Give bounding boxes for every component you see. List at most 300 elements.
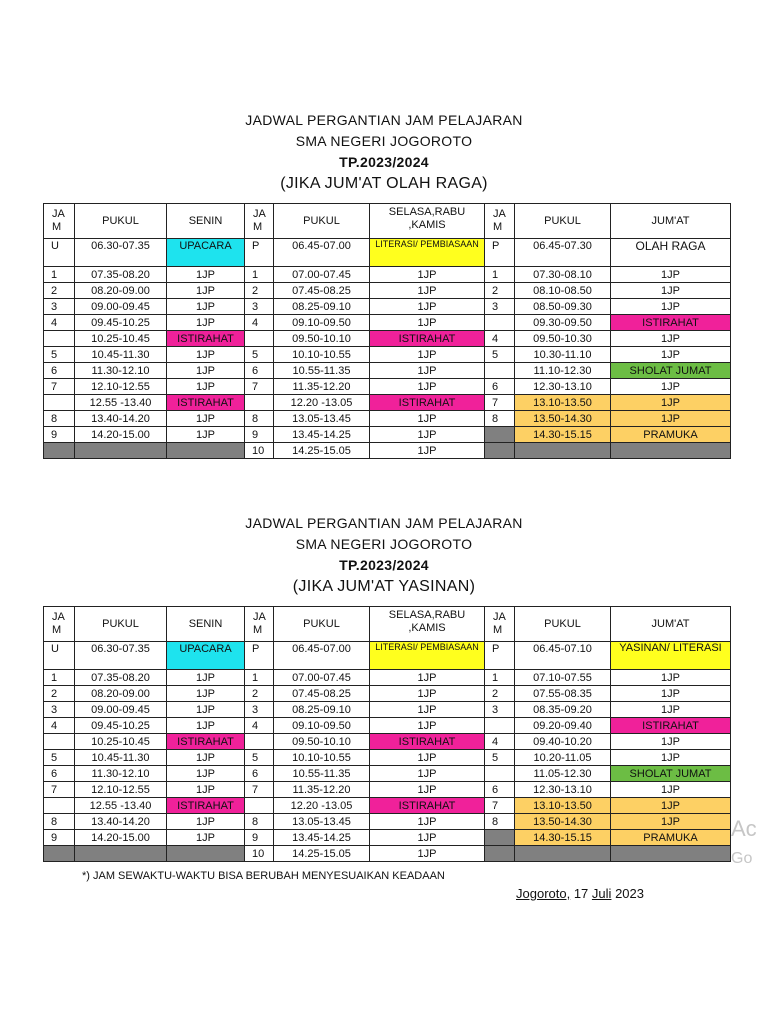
cell-pukul-fri (515, 846, 611, 862)
cell-jam-mon: 5 (44, 347, 75, 363)
cell-pukul-mon: 10.45-11.30 (75, 347, 167, 363)
cell-senin: UPACARA (167, 642, 245, 670)
table-row (44, 315, 731, 331)
cell-senin: 1JP (167, 750, 245, 766)
cell-pukul-mon: 09.00-09.45 (75, 299, 167, 315)
cell-pukul-fri: 12.30-13.10 (515, 379, 611, 395)
activation-watermark: Ac (731, 816, 757, 841)
cell-pukul-fri: 08.10-08.50 (515, 283, 611, 299)
cell-pukul-tue: 13.45-14.25 (274, 427, 370, 443)
cell-selasa-rabu-kamis: 1JP (370, 267, 485, 283)
cell-selasa-rabu-kamis: LITERASI/ PEMBIASAAN (370, 642, 485, 670)
cell-jam-mon: 5 (44, 750, 75, 766)
header-jam-mon: JAM (44, 204, 75, 239)
cell-jam-fri: 6 (485, 782, 515, 798)
table-row (44, 411, 731, 427)
cell-senin: UPACARA (167, 239, 245, 267)
cell-pukul-mon: 10.25-10.45 (75, 331, 167, 347)
cell-jumat: PRAMUKA (611, 427, 731, 443)
cell-pukul-fri: 07.30-08.10 (515, 267, 611, 283)
cell-pukul-tue: 09.10-09.50 (274, 718, 370, 734)
cell-pukul-fri: 10.20-11.05 (515, 750, 611, 766)
cell-senin: 1JP (167, 267, 245, 283)
cell-selasa-rabu-kamis: 1JP (370, 299, 485, 315)
cell-jam-fri: 3 (485, 299, 515, 315)
schedule-condition: (JIKA JUM'AT YASINAN) (292, 578, 476, 595)
cell-senin: 1JP (167, 347, 245, 363)
table-row (44, 686, 731, 702)
schedule-title-line1: JADWAL PERGANTIAN JAM PELAJARAN (245, 515, 523, 531)
cell-jam-mon: 9 (44, 427, 75, 443)
sign-place: Jogoroto, (516, 886, 571, 901)
cell-jumat: PRAMUKA (611, 830, 731, 846)
header-jam-fri: JAM (485, 204, 515, 239)
cell-pukul-fri: 13.10-13.50 (515, 798, 611, 814)
cell-jam-mon: U (44, 642, 75, 670)
cell-jumat: 1JP (611, 734, 731, 750)
sign-year: 2023 (615, 886, 644, 901)
cell-senin: 1JP (167, 766, 245, 782)
cell-senin: 1JP (167, 363, 245, 379)
table-row (44, 347, 731, 363)
cell-jam-mon: 6 (44, 766, 75, 782)
table-row (44, 734, 731, 750)
cell-senin: 1JP (167, 782, 245, 798)
table-row (44, 782, 731, 798)
cell-pukul-fri: 09.50-10.30 (515, 331, 611, 347)
header-jam-tue: JAM (245, 607, 274, 642)
schedule-2-title (0, 513, 768, 597)
cell-jam-tue: 6 (245, 766, 274, 782)
cell-pukul-tue: 10.55-11.35 (274, 363, 370, 379)
cell-jam-fri: P (485, 239, 515, 267)
table-row (44, 427, 731, 443)
cell-pukul-tue: 09.50-10.10 (274, 734, 370, 750)
cell-jumat: 1JP (611, 379, 731, 395)
cell-selasa-rabu-kamis: 1JP (370, 315, 485, 331)
cell-jam-tue: 9 (245, 830, 274, 846)
cell-jam-mon: 7 (44, 379, 75, 395)
cell-jumat: 1JP (611, 283, 731, 299)
cell-jam-tue: P (245, 642, 274, 670)
cell-selasa-rabu-kamis: 1JP (370, 427, 485, 443)
cell-jam-tue: 3 (245, 299, 274, 315)
cell-jam-tue: 7 (245, 782, 274, 798)
cell-senin: 1JP (167, 379, 245, 395)
cell-pukul-tue: 06.45-07.00 (274, 642, 370, 670)
cell-senin (167, 846, 245, 862)
cell-jam-mon: 9 (44, 830, 75, 846)
cell-selasa-rabu-kamis: 1JP (370, 686, 485, 702)
cell-pukul-tue: 10.10-10.55 (274, 750, 370, 766)
cell-jam-mon: 4 (44, 718, 75, 734)
cell-jam-tue: P (245, 239, 274, 267)
school-year: TP.2023/2024 (339, 154, 429, 170)
cell-jam-tue: 2 (245, 283, 274, 299)
cell-selasa-rabu-kamis: 1JP (370, 766, 485, 782)
cell-jam-fri: 5 (485, 347, 515, 363)
table-row (44, 395, 731, 411)
cell-selasa-rabu-kamis: 1JP (370, 283, 485, 299)
table-row (44, 267, 731, 283)
cell-selasa-rabu-kamis: 1JP (370, 347, 485, 363)
cell-jumat: 1JP (611, 267, 731, 283)
cell-senin: 1JP (167, 283, 245, 299)
cell-jam-mon: 6 (44, 363, 75, 379)
cell-pukul-tue: 10.55-11.35 (274, 766, 370, 782)
cell-jumat: 1JP (611, 299, 731, 315)
cell-jam-mon (44, 846, 75, 862)
cell-jam-tue: 10 (245, 846, 274, 862)
cell-senin: 1JP (167, 702, 245, 718)
cell-pukul-fri: 08.35-09.20 (515, 702, 611, 718)
table-row (44, 718, 731, 734)
cell-pukul-mon: 07.35-08.20 (75, 267, 167, 283)
cell-jam-fri: 4 (485, 734, 515, 750)
cell-jam-tue (245, 331, 274, 347)
cell-jam-mon: 7 (44, 782, 75, 798)
cell-senin: 1JP (167, 718, 245, 734)
header-pukul-mon: PUKUL (75, 607, 167, 642)
table-row (44, 363, 731, 379)
cell-jam-fri: 2 (485, 686, 515, 702)
cell-pukul-fri: 09.20-09.40 (515, 718, 611, 734)
cell-jam-tue: 9 (245, 427, 274, 443)
cell-jam-fri: P (485, 642, 515, 670)
cell-pukul-mon: 09.45-10.25 (75, 315, 167, 331)
cell-senin: ISTIRAHAT (167, 395, 245, 411)
header-pukul-tue: PUKUL (274, 607, 370, 642)
cell-pukul-fri: 11.05-12.30 (515, 766, 611, 782)
header-pukul-tue: PUKUL (274, 204, 370, 239)
cell-jam-mon (44, 734, 75, 750)
table-row (44, 830, 731, 846)
cell-jumat: ISTIRAHAT (611, 718, 731, 734)
cell-pukul-fri (515, 443, 611, 459)
cell-jam-fri: 7 (485, 395, 515, 411)
cell-pukul-tue: 06.45-07.00 (274, 239, 370, 267)
cell-senin: ISTIRAHAT (167, 734, 245, 750)
cell-jumat: 1JP (611, 782, 731, 798)
cell-jam-fri (485, 315, 515, 331)
table-row (44, 379, 731, 395)
cell-jumat: 1JP (611, 395, 731, 411)
cell-pukul-mon: 09.00-09.45 (75, 702, 167, 718)
schedule-title-line1: JADWAL PERGANTIAN JAM PELAJARAN (245, 112, 523, 128)
cell-pukul-tue: 11.35-12.20 (274, 782, 370, 798)
cell-jam-mon: 8 (44, 411, 75, 427)
cell-senin (167, 443, 245, 459)
cell-jam-fri: 5 (485, 750, 515, 766)
header-pukul-mon: PUKUL (75, 204, 167, 239)
cell-jam-mon: 2 (44, 283, 75, 299)
cell-jumat: 1JP (611, 750, 731, 766)
cell-jam-tue: 5 (245, 750, 274, 766)
header-pukul-fri: PUKUL (515, 607, 611, 642)
cell-senin: 1JP (167, 686, 245, 702)
cell-jam-fri (485, 846, 515, 862)
cell-senin: ISTIRAHAT (167, 798, 245, 814)
cell-pukul-mon: 10.45-11.30 (75, 750, 167, 766)
cell-senin: 1JP (167, 814, 245, 830)
school-name: SMA NEGERI JOGOROTO (295, 536, 473, 552)
cell-senin: ISTIRAHAT (167, 331, 245, 347)
table-row (44, 642, 731, 670)
schedule-1-table (43, 203, 731, 459)
cell-selasa-rabu-kamis: 1JP (370, 379, 485, 395)
cell-jam-fri: 7 (485, 798, 515, 814)
cell-selasa-rabu-kamis: 1JP (370, 718, 485, 734)
cell-jam-mon: U (44, 239, 75, 267)
cell-jam-mon: 2 (44, 686, 75, 702)
cell-pukul-tue: 10.10-10.55 (274, 347, 370, 363)
cell-pukul-tue: 11.35-12.20 (274, 379, 370, 395)
header-senin: SENIN (167, 607, 245, 642)
cell-jam-tue: 2 (245, 686, 274, 702)
cell-pukul-fri: 12.30-13.10 (515, 782, 611, 798)
cell-jam-mon (44, 395, 75, 411)
cell-selasa-rabu-kamis: 1JP (370, 750, 485, 766)
cell-pukul-fri: 10.30-11.10 (515, 347, 611, 363)
cell-selasa-rabu-kamis: 1JP (370, 702, 485, 718)
cell-jam-mon: 4 (44, 315, 75, 331)
cell-jam-tue: 5 (245, 347, 274, 363)
cell-jam-fri (485, 443, 515, 459)
cell-pukul-fri: 13.50-14.30 (515, 411, 611, 427)
cell-senin: 1JP (167, 411, 245, 427)
footnote: *) JAM SEWAKTU-WAKTU BISA BERUBAH MENYESUAIKAN KEADAAN (82, 870, 445, 882)
cell-pukul-fri: 09.40-10.20 (515, 734, 611, 750)
cell-pukul-mon: 11.30-12.10 (75, 363, 167, 379)
cell-pukul-fri: 09.30-09.50 (515, 315, 611, 331)
table-row (44, 846, 731, 862)
header-jumat: JUM'AT (611, 204, 731, 239)
schedule-2-table (43, 606, 731, 862)
cell-jumat: OLAH RAGA (611, 239, 731, 267)
cell-pukul-tue: 07.45-08.25 (274, 686, 370, 702)
cell-pukul-mon: 14.20-15.00 (75, 427, 167, 443)
signature-date (516, 886, 644, 901)
cell-pukul-fri: 14.30-15.15 (515, 830, 611, 846)
cell-pukul-fri: 13.10-13.50 (515, 395, 611, 411)
cell-jam-fri: 2 (485, 283, 515, 299)
cell-jam-tue: 6 (245, 363, 274, 379)
header-jam-tue: JAM (245, 204, 274, 239)
cell-pukul-tue: 08.25-09.10 (274, 702, 370, 718)
cell-pukul-mon: 08.20-09.00 (75, 686, 167, 702)
cell-jam-mon: 3 (44, 702, 75, 718)
cell-jumat: 1JP (611, 814, 731, 830)
header-row (44, 204, 731, 239)
cell-jumat (611, 443, 731, 459)
cell-jam-tue (245, 395, 274, 411)
cell-jam-fri: 4 (485, 331, 515, 347)
cell-jam-tue: 3 (245, 702, 274, 718)
cell-jam-tue: 8 (245, 411, 274, 427)
school-name: SMA NEGERI JOGOROTO (295, 133, 473, 149)
cell-jam-mon: 3 (44, 299, 75, 315)
table-row (44, 299, 731, 315)
cell-selasa-rabu-kamis: 1JP (370, 363, 485, 379)
cell-pukul-fri: 14.30-15.15 (515, 427, 611, 443)
header-selasa-rabu-kamis: SELASA,RABU ,KAMIS (370, 204, 485, 239)
cell-pukul-mon: 08.20-09.00 (75, 283, 167, 299)
activation-watermark-sub: Go (731, 850, 753, 867)
schedule-condition: (JIKA JUM'AT OLAH RAGA) (280, 175, 488, 192)
cell-jam-tue: 8 (245, 814, 274, 830)
cell-jam-fri (485, 718, 515, 734)
school-year: TP.2023/2024 (339, 557, 429, 573)
cell-selasa-rabu-kamis: 1JP (370, 846, 485, 862)
cell-pukul-mon: 09.45-10.25 (75, 718, 167, 734)
cell-selasa-rabu-kamis: 1JP (370, 830, 485, 846)
cell-jam-mon: 1 (44, 670, 75, 686)
cell-senin: 1JP (167, 830, 245, 846)
cell-jumat: SHOLAT JUMAT (611, 363, 731, 379)
cell-senin: 1JP (167, 315, 245, 331)
cell-pukul-mon: 12.55 -13.40 (75, 798, 167, 814)
cell-pukul-mon (75, 846, 167, 862)
cell-pukul-tue: 07.00-07.45 (274, 670, 370, 686)
cell-selasa-rabu-kamis: 1JP (370, 670, 485, 686)
cell-selasa-rabu-kamis: ISTIRAHAT (370, 395, 485, 411)
cell-jumat (611, 846, 731, 862)
cell-selasa-rabu-kamis: ISTIRAHAT (370, 331, 485, 347)
cell-jam-mon: 8 (44, 814, 75, 830)
cell-jam-fri (485, 363, 515, 379)
cell-pukul-fri: 11.10-12.30 (515, 363, 611, 379)
cell-pukul-tue: 07.00-07.45 (274, 267, 370, 283)
header-jam-mon: JAM (44, 607, 75, 642)
table-row (44, 766, 731, 782)
cell-pukul-tue: 09.10-09.50 (274, 315, 370, 331)
cell-pukul-tue: 12.20 -13.05 (274, 395, 370, 411)
cell-selasa-rabu-kamis: 1JP (370, 814, 485, 830)
cell-pukul-mon: 12.55 -13.40 (75, 395, 167, 411)
cell-selasa-rabu-kamis: 1JP (370, 411, 485, 427)
cell-pukul-tue: 08.25-09.10 (274, 299, 370, 315)
cell-pukul-mon: 10.25-10.45 (75, 734, 167, 750)
table-row (44, 331, 731, 347)
cell-pukul-mon: 13.40-14.20 (75, 411, 167, 427)
header-pukul-fri: PUKUL (515, 204, 611, 239)
cell-jumat: SHOLAT JUMAT (611, 766, 731, 782)
table-row (44, 798, 731, 814)
cell-jam-tue: 7 (245, 379, 274, 395)
cell-pukul-fri: 08.50-09.30 (515, 299, 611, 315)
cell-jumat: 1JP (611, 670, 731, 686)
cell-jumat: 1JP (611, 798, 731, 814)
cell-pukul-tue: 13.45-14.25 (274, 830, 370, 846)
cell-jumat: 1JP (611, 331, 731, 347)
cell-pukul-mon: 12.10-12.55 (75, 782, 167, 798)
cell-senin: 1JP (167, 427, 245, 443)
cell-jam-fri: 1 (485, 670, 515, 686)
cell-pukul-mon: 11.30-12.10 (75, 766, 167, 782)
cell-pukul-tue: 14.25-15.05 (274, 846, 370, 862)
cell-jam-tue: 1 (245, 267, 274, 283)
cell-jam-tue: 4 (245, 718, 274, 734)
table-row (44, 750, 731, 766)
header-selasa-rabu-kamis: SELASA,RABU ,KAMIS (370, 607, 485, 642)
cell-selasa-rabu-kamis: ISTIRAHAT (370, 798, 485, 814)
cell-senin: 1JP (167, 299, 245, 315)
cell-pukul-fri: 07.10-07.55 (515, 670, 611, 686)
cell-selasa-rabu-kamis: LITERASI/ PEMBIASAAN (370, 239, 485, 267)
cell-jam-mon (44, 798, 75, 814)
cell-jam-tue: 4 (245, 315, 274, 331)
cell-jam-fri: 6 (485, 379, 515, 395)
cell-jam-fri (485, 766, 515, 782)
schedule-1-title (0, 110, 768, 194)
cell-jumat: YASINAN/ LITERASI (611, 642, 731, 670)
cell-senin: 1JP (167, 670, 245, 686)
cell-jam-fri: 3 (485, 702, 515, 718)
table-row (44, 239, 731, 267)
cell-pukul-tue: 12.20 -13.05 (274, 798, 370, 814)
cell-pukul-fri: 13.50-14.30 (515, 814, 611, 830)
cell-jam-fri: 1 (485, 267, 515, 283)
cell-jumat: 1JP (611, 686, 731, 702)
cell-jumat: 1JP (611, 411, 731, 427)
cell-jam-tue: 10 (245, 443, 274, 459)
header-jumat: JUM'AT (611, 607, 731, 642)
cell-jumat: 1JP (611, 702, 731, 718)
sign-day: 17 (573, 886, 589, 901)
cell-pukul-tue: 13.05-13.45 (274, 411, 370, 427)
table-row (44, 443, 731, 459)
cell-jam-fri (485, 830, 515, 846)
cell-pukul-fri: 07.55-08.35 (515, 686, 611, 702)
cell-pukul-mon: 06.30-07.35 (75, 239, 167, 267)
sign-month: Juli (591, 886, 612, 901)
cell-pukul-tue: 13.05-13.45 (274, 814, 370, 830)
cell-pukul-mon: 06.30-07.35 (75, 642, 167, 670)
cell-jumat: 1JP (611, 347, 731, 363)
cell-jam-fri (485, 427, 515, 443)
table-row (44, 283, 731, 299)
cell-selasa-rabu-kamis: 1JP (370, 782, 485, 798)
cell-pukul-tue: 14.25-15.05 (274, 443, 370, 459)
cell-pukul-fri: 06.45-07.30 (515, 239, 611, 267)
cell-pukul-tue: 09.50-10.10 (274, 331, 370, 347)
table-row (44, 702, 731, 718)
cell-pukul-tue: 07.45-08.25 (274, 283, 370, 299)
cell-selasa-rabu-kamis: 1JP (370, 443, 485, 459)
table-row (44, 814, 731, 830)
cell-pukul-mon: 07.35-08.20 (75, 670, 167, 686)
cell-jam-fri: 8 (485, 411, 515, 427)
cell-pukul-mon: 13.40-14.20 (75, 814, 167, 830)
header-jam-fri: JAM (485, 607, 515, 642)
cell-pukul-mon: 14.20-15.00 (75, 830, 167, 846)
cell-jumat: ISTIRAHAT (611, 315, 731, 331)
cell-pukul-mon: 12.10-12.55 (75, 379, 167, 395)
cell-jam-mon (44, 331, 75, 347)
cell-jam-tue (245, 798, 274, 814)
cell-jam-tue: 1 (245, 670, 274, 686)
header-senin: SENIN (167, 204, 245, 239)
cell-pukul-mon (75, 443, 167, 459)
cell-selasa-rabu-kamis: ISTIRAHAT (370, 734, 485, 750)
cell-pukul-fri: 06.45-07.10 (515, 642, 611, 670)
cell-jam-mon: 1 (44, 267, 75, 283)
cell-jam-fri: 8 (485, 814, 515, 830)
header-row (44, 607, 731, 642)
cell-jam-mon (44, 443, 75, 459)
table-row (44, 670, 731, 686)
cell-jam-tue (245, 734, 274, 750)
